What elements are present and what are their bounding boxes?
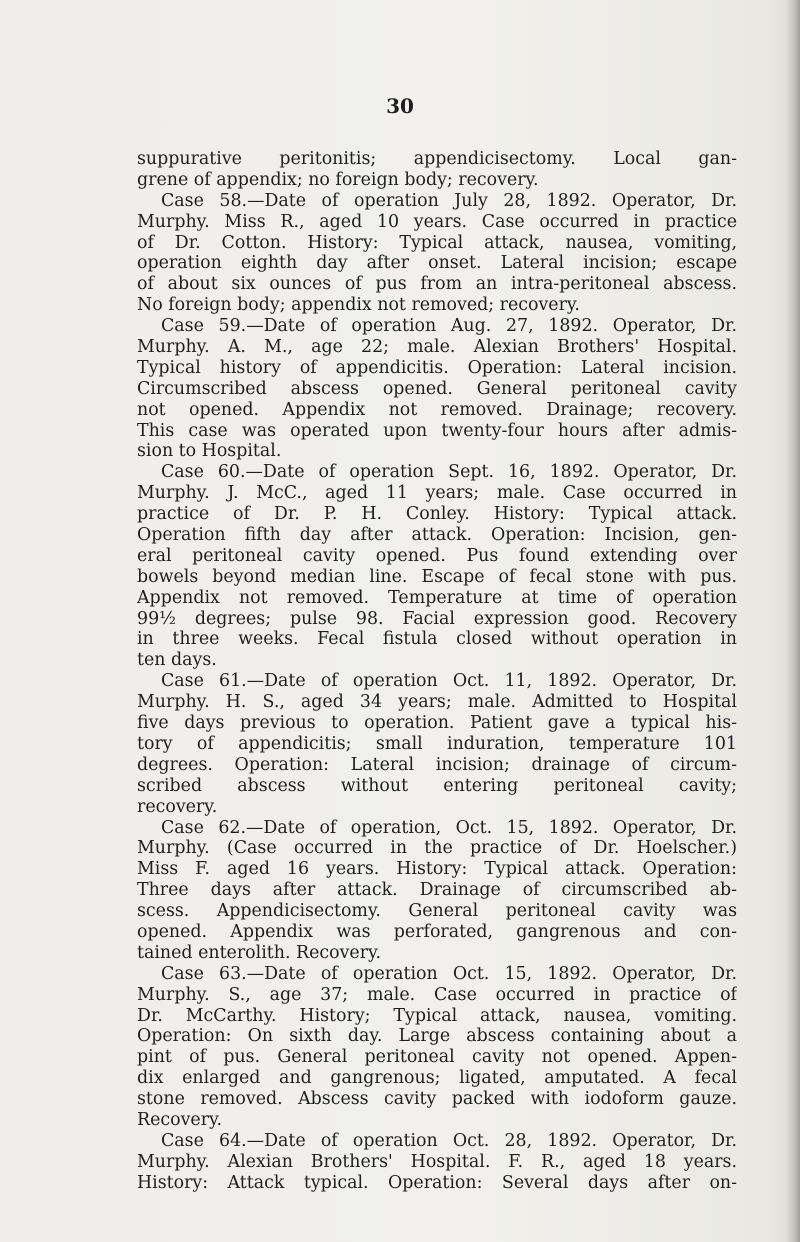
body-text <box>137 149 737 1194</box>
text-line: Murphy. (Case occurred in the practice of Dr. Hoelscher.) <box>137 838 737 859</box>
text-line: grene of appendix; no foreign body; recovery. <box>137 169 539 190</box>
text-line: tory of appendicitis; small induration, temperature 101 <box>137 733 737 754</box>
text-line: Appendix not removed. Temperature at time of operation <box>137 587 737 608</box>
text-line: in three weeks. Fecal fistula closed without operation in <box>137 629 737 650</box>
text-line: Circumscribed abscess opened. General peritoneal cavity <box>137 378 737 399</box>
text-line: Recovery. <box>137 1109 223 1130</box>
text-line: bowels beyond median line. Escape of fecal stone with pus. <box>137 566 737 587</box>
text-line: Murphy. Miss R., aged 10 years. Case occurred in practice <box>137 211 737 232</box>
text-line: suppurative peritonitis; appendicisectomy. Local gan- <box>137 149 737 169</box>
text-line: of about six ounces of pus from an intra-peritoneal abscess. <box>137 274 737 295</box>
text-line: This case was operated upon twenty-four hours after admis- <box>137 420 737 441</box>
text-line: Murphy. H. S., aged 34 years; male. Admitted to Hospital <box>137 692 737 713</box>
text-line: Case 59.—Date of operation Aug. 27, 1892. Operator, Dr. <box>161 316 737 337</box>
text-line: Typical history of appendicitis. Operation: Lateral incision. <box>137 357 737 378</box>
text-line: Murphy. J. McC., aged 11 years; male. Case occurred in <box>137 483 737 504</box>
text-line: Case 64.—Date of operation Oct. 28, 1892. Operator, Dr. <box>161 1130 737 1151</box>
text-line: Miss F. aged 16 years. History: Typical attack. Operation: <box>137 859 737 880</box>
text-line: ten days. <box>137 650 217 671</box>
text-line: five days previous to operation. Patient gave a typical his- <box>137 713 737 734</box>
text-line: Operation: On sixth day. Large abscess containing about a <box>137 1026 737 1047</box>
text-line: dix enlarged and gangrenous; ligated, amputated. A fecal <box>137 1068 737 1089</box>
text-line: History: Attack typical. Operation: Several days after on- <box>137 1172 737 1193</box>
text-line: opened. Appendix was perforated, gangrenous and con- <box>137 921 737 942</box>
text-line: Three days after attack. Drainage of circumscribed ab- <box>137 880 737 901</box>
text-line: of Dr. Cotton. History: Typical attack, nausea, vomiting, <box>137 232 737 253</box>
text-line: pint of pus. General peritoneal cavity not opened. Appen- <box>137 1047 737 1068</box>
text-line: Murphy. Alexian Brothers' Hospital. F. R., aged 18 years. <box>137 1151 737 1172</box>
text-line: Murphy. A. M., age 22; male. Alexian Brothers' Hospital. <box>137 337 737 358</box>
text-line: operation eighth day after onset. Lateral incision; escape <box>137 253 737 274</box>
text-line: practice of Dr. P. H. Conley. History: Typical attack. <box>137 504 737 525</box>
page-edge-shadow <box>786 0 800 1242</box>
text-line: Case 60.—Date of operation Sept. 16, 1892. Operator, Dr. <box>161 462 737 483</box>
text-line: recovery. <box>137 796 218 817</box>
text-line: scribed abscess without entering peritoneal cavity; <box>137 775 737 796</box>
text-line: No foreign body; appendix not removed; recovery. <box>137 295 580 316</box>
text-line: scess. Appendicisectomy. General peritoneal cavity was <box>137 901 737 922</box>
text-line: sion to Hospital. <box>137 441 282 462</box>
page-number: 30 <box>386 94 414 118</box>
text-line: Case 62.—Date of operation, Oct. 15, 1892. Operator, Dr. <box>161 817 737 838</box>
text-line: stone removed. Abscess cavity packed with iodoform gauze. <box>137 1089 737 1110</box>
text-line: Dr. McCarthy. History; Typical attack, nausea, vomiting. <box>137 1005 737 1026</box>
text-line: Murphy. S., age 37; male. Case occurred in practice of <box>137 984 737 1005</box>
text-line: 99½ degrees; pulse 98. Facial expression good. Recovery <box>137 608 737 629</box>
text-line: tained enterolith. Recovery. <box>137 942 382 963</box>
text-line: Case 61.—Date of operation Oct. 11, 1892. Operator, Dr. <box>161 671 737 692</box>
text-line: not opened. Appendix not removed. Drainage; recovery. <box>137 399 737 420</box>
text-line: eral peritoneal cavity opened. Pus found extending over <box>137 545 737 566</box>
text-line: Case 58.—Date of operation July 28, 1892. Operator, Dr. <box>161 190 737 211</box>
text-line: Operation fifth day after attack. Operation: Incision, gen- <box>137 525 737 546</box>
text-line: Case 63.—Date of operation Oct. 15, 1892. Operator, Dr. <box>161 963 737 984</box>
text-line: degrees. Operation: Lateral incision; drainage of circum- <box>137 754 737 775</box>
